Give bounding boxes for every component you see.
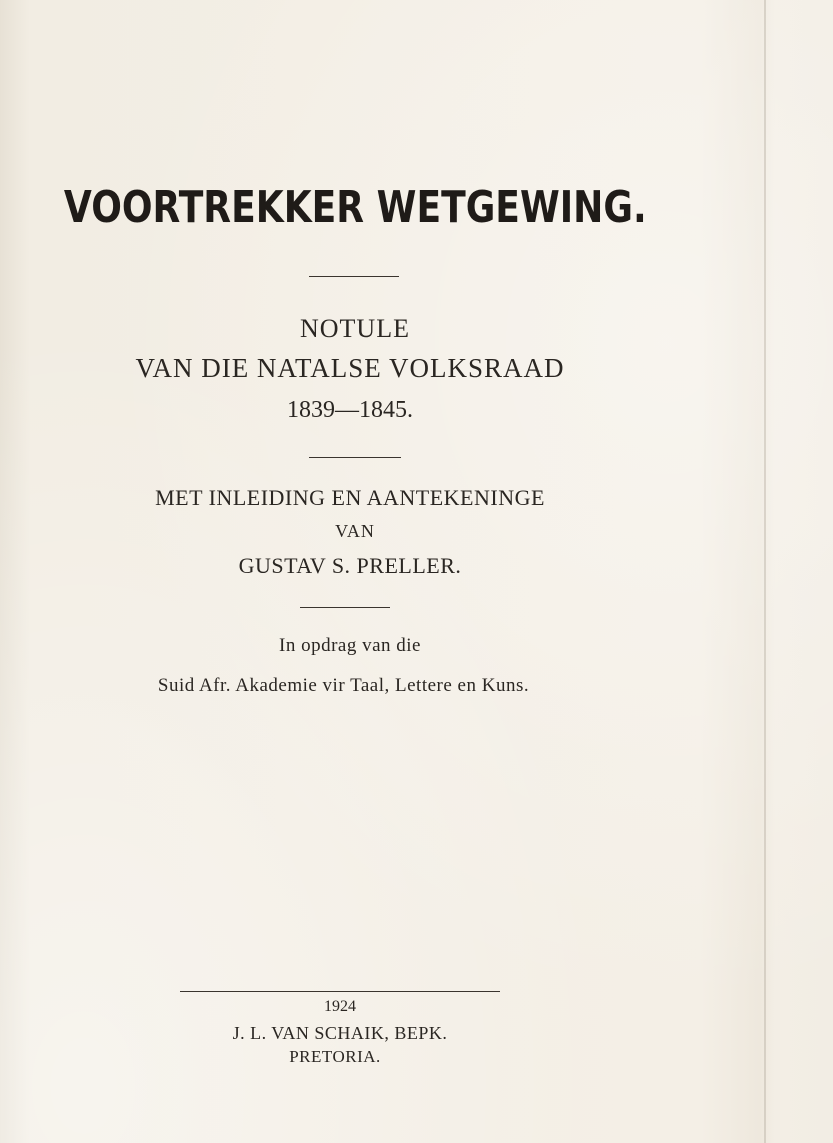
imprint-rule <box>180 991 500 992</box>
page-fold-edge <box>764 0 766 1143</box>
subtitle-line-1: NOTULE <box>300 314 410 343</box>
publication-year: 1924 <box>324 998 356 1015</box>
editor-line-1: MET INLEIDING EN AANTEKENINGE <box>155 485 545 510</box>
publisher-city: PRETORIA. <box>289 1047 381 1066</box>
divider-rule <box>309 457 401 458</box>
publisher-name: J. L. VAN SCHAIK, BEPK. <box>232 1023 448 1043</box>
commission-line-2: Suid Afr. Akademie vir Taal, Lettere en Kuns. <box>157 675 530 696</box>
subtitle-years: 1839—1845. <box>287 397 413 423</box>
book-title: VOORTREKKER WETGEWING. <box>63 182 647 233</box>
divider-rule <box>309 276 399 277</box>
subtitle-line-2: VAN DIE NATALSE VOLKSRAAD <box>135 353 565 383</box>
divider-rule <box>300 607 390 608</box>
editor-line-2: VAN <box>335 521 375 541</box>
author-name: GUSTAV S. PRELLER. <box>238 553 462 578</box>
commission-line-1: In opdrag van die <box>279 635 421 656</box>
